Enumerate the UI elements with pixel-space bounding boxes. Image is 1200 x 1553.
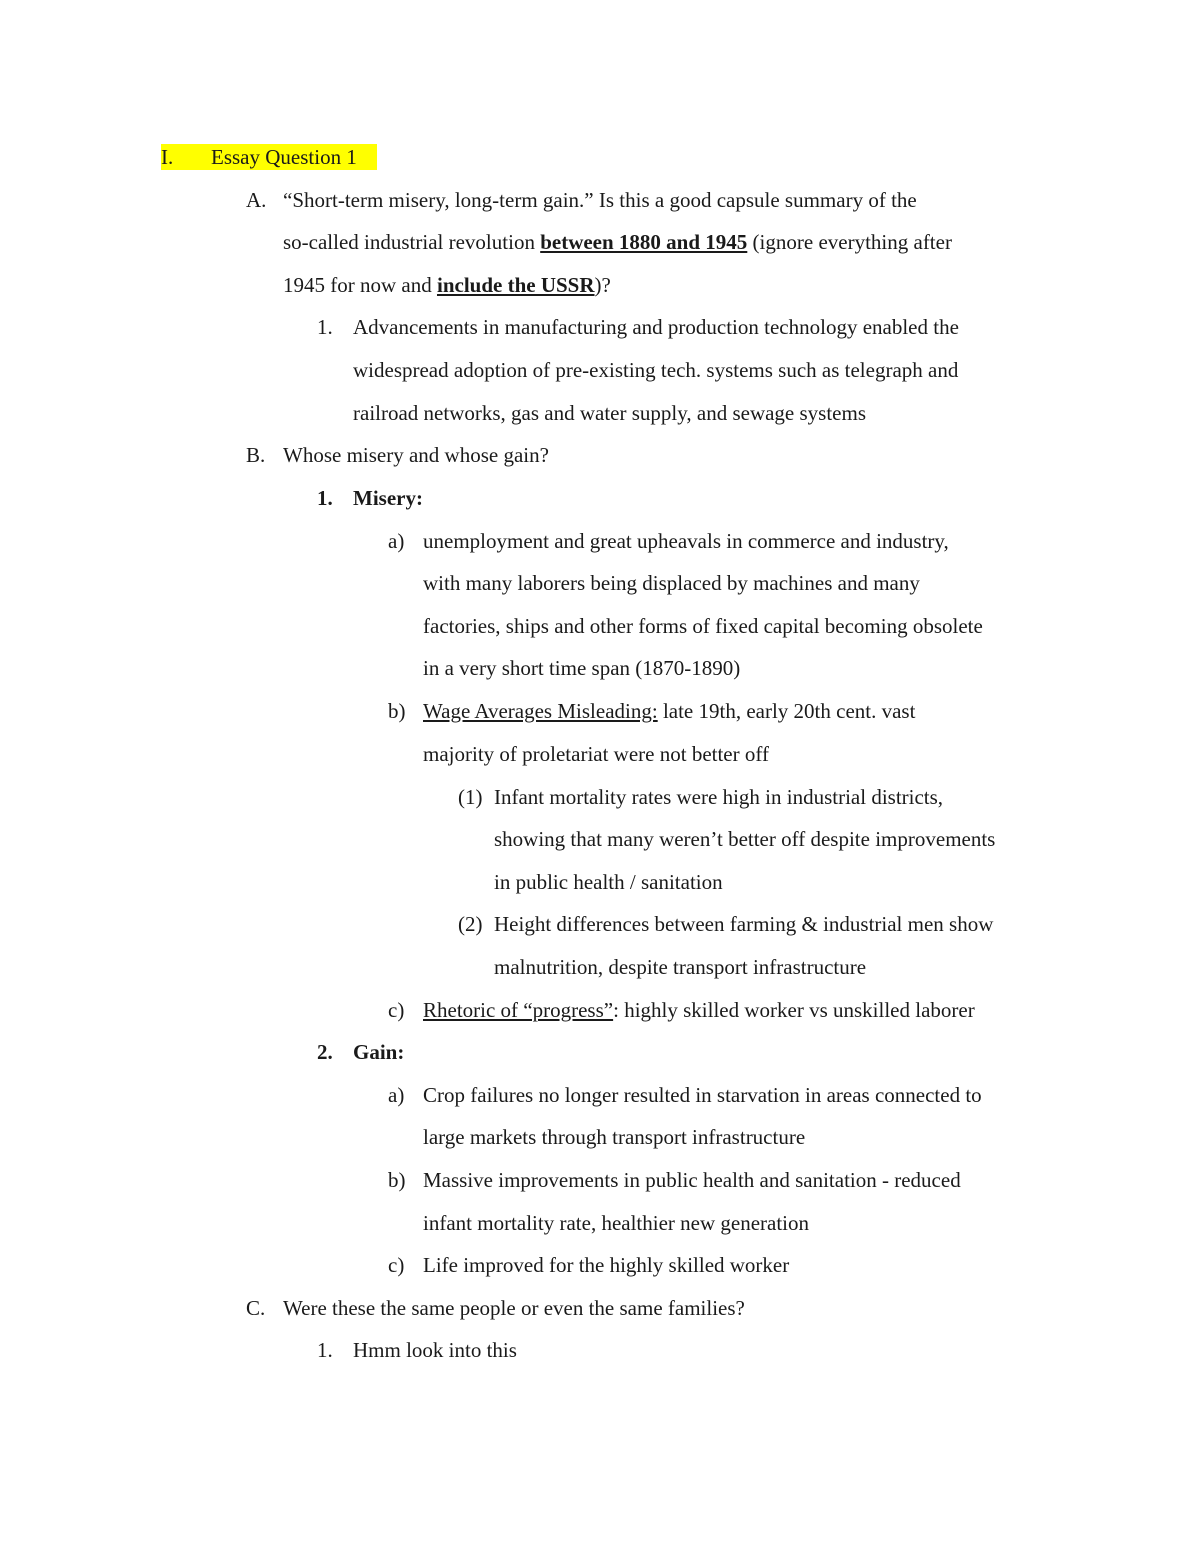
gain-a-marker: a) <box>388 1083 405 1107</box>
wage-averages-heading: Wage Averages Misleading: <box>423 699 658 723</box>
item-a-line2-rest: (ignore everything after <box>747 230 952 254</box>
misery-heading: Misery: <box>353 486 423 510</box>
ussr-emphasis: include the USSR <box>436 273 595 297</box>
misery-a-marker: a) <box>388 529 405 553</box>
misery-b-sub2-marker: (2) <box>458 912 483 936</box>
misery-b-sub1-line1: Infant mortality rates were high in industrial districts, <box>494 785 944 809</box>
item-c-title: Were these the same people or even the same families? <box>283 1296 745 1320</box>
misery-a-line4: in a very short time span (1870-1890) <box>423 656 741 680</box>
item-c1-text: Hmm look into this <box>353 1338 517 1362</box>
gain-b-marker: b) <box>388 1168 406 1192</box>
item-a1-marker: 1. <box>317 315 333 339</box>
misery-a-line1: unemployment and great upheavals in commerce and industry, <box>423 529 949 553</box>
misery-c-marker: c) <box>388 998 405 1022</box>
misery-b-line1-rest: late 19th, early 20th cent. vast <box>657 699 916 723</box>
misery-b-line1 <box>423 698 915 724</box>
misery-c-line1-rest: : highly skilled worker vs unskilled laborer <box>613 998 975 1022</box>
misery-b-sub1-line3: in public health / sanitation <box>494 870 723 894</box>
item-c-marker: C. <box>246 1296 266 1320</box>
item-a1-line3: railroad networks, gas and water supply, and sewage systems <box>353 401 867 425</box>
gain-a-line1: Crop failures no longer resulted in starvation in areas connected to <box>423 1083 982 1107</box>
misery-b-line2: majority of proletariat were not better off <box>423 742 769 766</box>
misery-a-line3: factories, ships and other forms of fixed capital becoming obsolete <box>423 614 983 638</box>
item-b-title: Whose misery and whose gain? <box>283 443 549 467</box>
item-a-line2 <box>283 229 952 255</box>
item-b-marker: B. <box>246 443 266 467</box>
gain-b-line2: infant mortality rate, healthier new generation <box>423 1211 810 1235</box>
misery-b-marker: b) <box>388 699 406 723</box>
gain-c-marker: c) <box>388 1253 405 1277</box>
misery-c-line1 <box>423 997 975 1023</box>
misery-b-sub2-line2: malnutrition, despite transport infrastructure <box>494 955 867 979</box>
gain-heading: Gain: <box>353 1040 405 1064</box>
section-i-heading <box>161 144 377 170</box>
gain-c-line1: Life improved for the highly skilled worker <box>423 1253 790 1277</box>
misery-b-sub1-marker: (1) <box>458 785 483 809</box>
misery-marker: 1. <box>317 486 333 510</box>
item-a-line2-text: so-called industrial revolution <box>283 230 541 254</box>
item-a-marker: A. <box>246 188 267 212</box>
item-a-line3-rest: )? <box>594 273 611 297</box>
item-a1-line2: widespread adoption of pre-existing tech. systems such as telegraph and <box>353 358 959 382</box>
item-a1-line1: Advancements in manufacturing and production technology enabled the <box>353 315 959 339</box>
section-i-marker: I. <box>161 145 174 169</box>
item-a-line3 <box>283 272 611 298</box>
gain-b-line1: Massive improvements in public health and sanitation - reduced <box>423 1168 961 1192</box>
misery-b-sub1-line2: showing that many weren’t better off despite improvements <box>494 827 996 851</box>
misery-a-line2: with many laborers being displaced by machines and many <box>423 571 920 595</box>
item-a-line1: “Short-term misery, long-term gain.” Is this a good capsule summary of the <box>283 188 917 212</box>
section-i-title: Essay Question 1 <box>211 145 357 169</box>
gain-marker: 2. <box>317 1040 333 1064</box>
gain-a-line2: large markets through transport infrastructure <box>423 1125 806 1149</box>
item-a-line3-text: 1945 for now and <box>283 273 437 297</box>
misery-b-sub2-line1: Height differences between farming & industrial men show <box>494 912 994 936</box>
item-c1-marker: 1. <box>317 1338 333 1362</box>
rhetoric-heading: Rhetoric of “progress” <box>423 998 614 1022</box>
date-range-emphasis: between 1880 and 1945 <box>540 230 748 254</box>
